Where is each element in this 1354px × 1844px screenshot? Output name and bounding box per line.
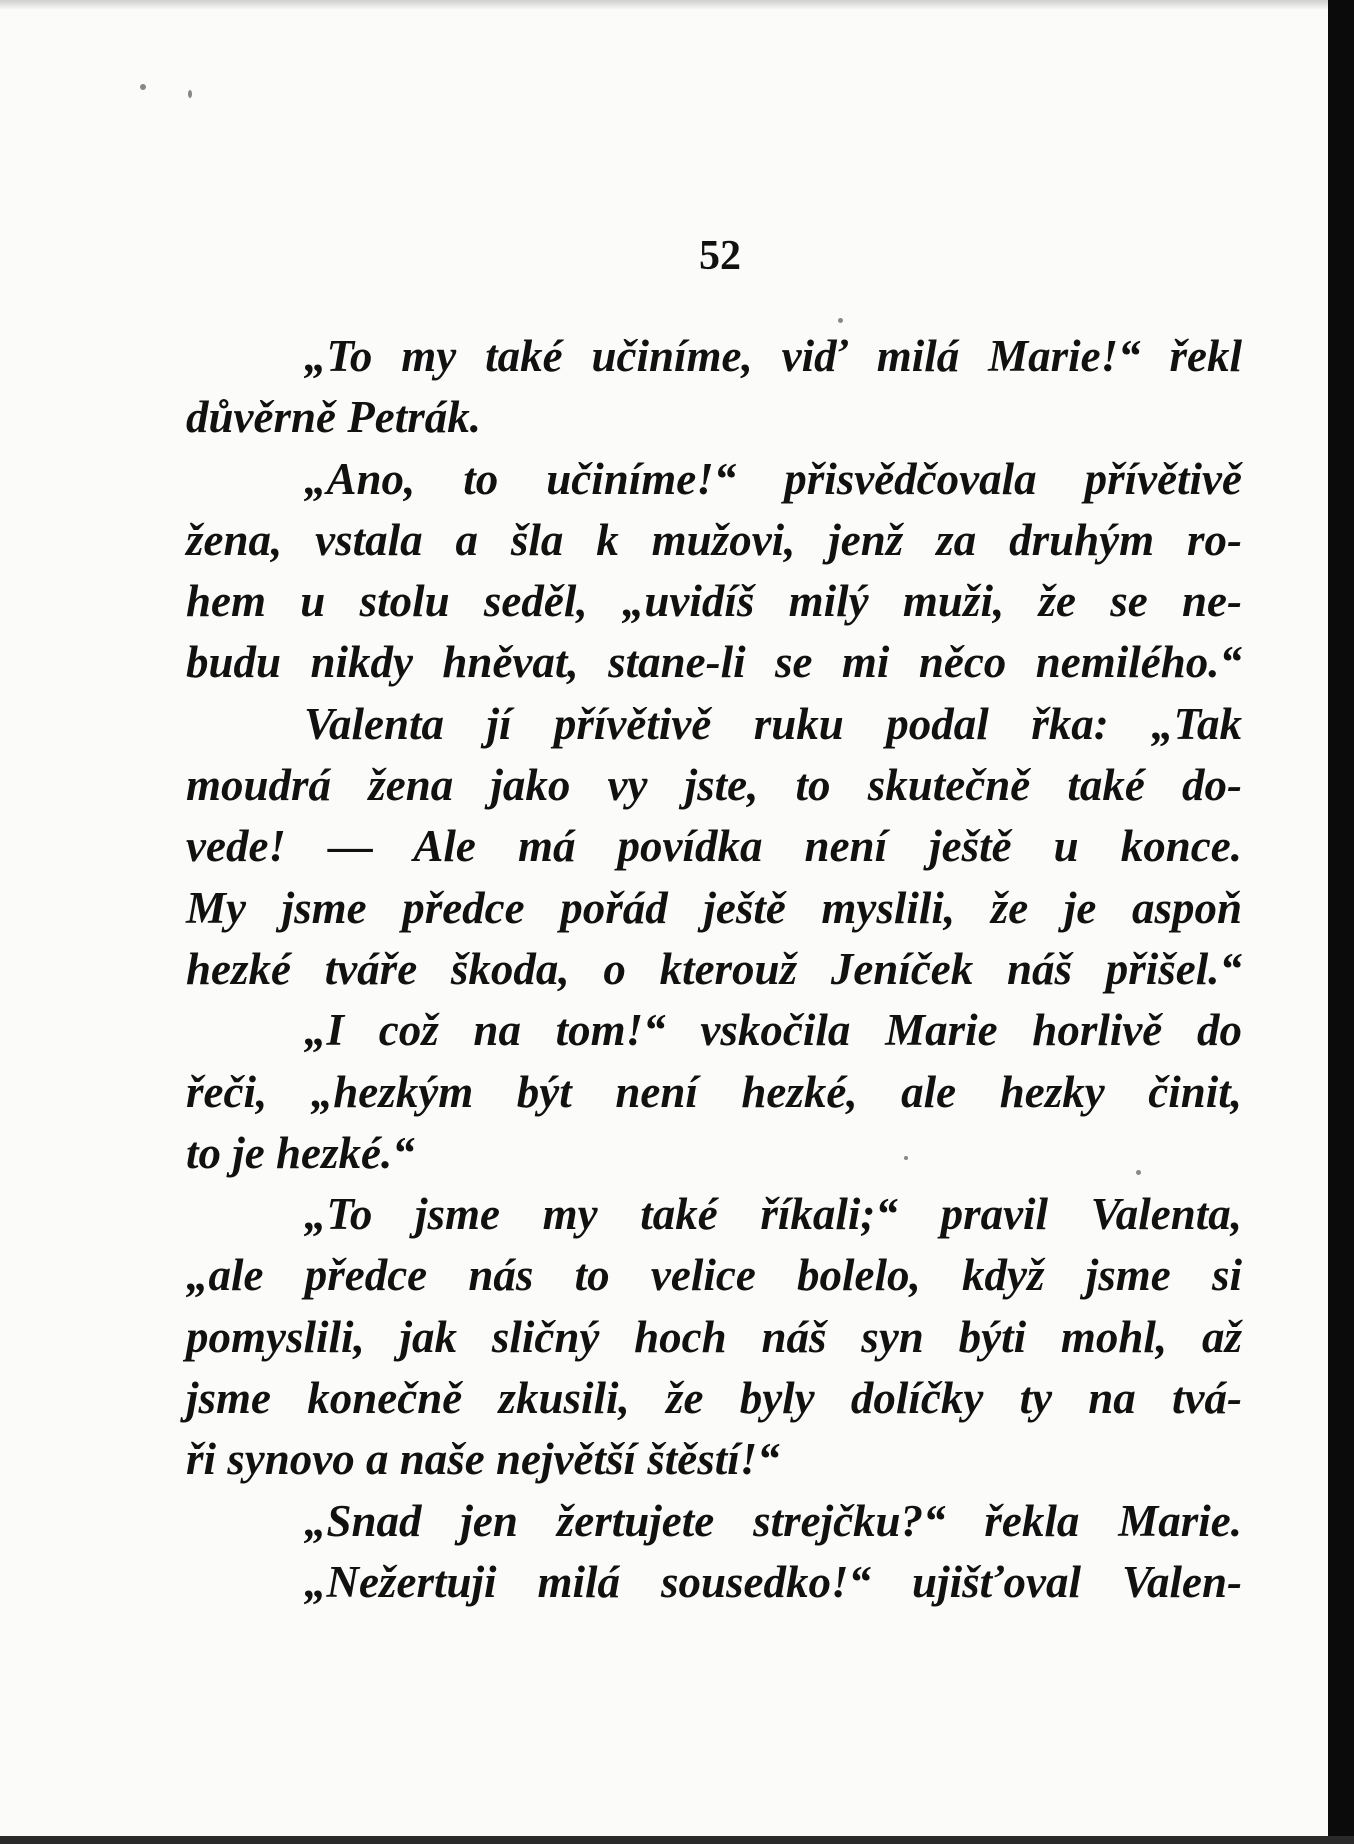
text-line: hem u stolu seděl, „uvidíš milý muži, že se ne-: [186, 576, 1242, 627]
page-number: 52: [699, 233, 741, 279]
text-line: pomyslili, jak sličný hoch náš syn býti mohl, až: [186, 1311, 1242, 1362]
text-line: důvěrně Petrák.: [186, 392, 481, 443]
text-line: žena, vstala a šla k mužovi, jenž za druhým ro-: [186, 514, 1242, 565]
text-line: „ale předce nás to velice bolelo, když jsme si: [186, 1250, 1242, 1301]
text-line: hezké tváře škoda, o kterouž Jeníček náš přišel.“: [186, 943, 1242, 994]
text-line: jsme konečně zkusili, že byly dolíčky ty na tvá-: [186, 1373, 1242, 1424]
text-line: vede! — Ale má povídka není ještě u konce.: [186, 821, 1242, 872]
page-top-edge: [0, 0, 1354, 10]
text-line: „Snad jen žertujete strejčku?“ řekla Marie.: [304, 1495, 1242, 1546]
print-speck: [188, 90, 192, 98]
print-speck: [838, 318, 843, 323]
text-line: to je hezké.“: [186, 1127, 415, 1178]
text-line: budu nikdy hněvat, stane-li se mi něco nemilého.“: [186, 637, 1242, 688]
text-line: My jsme předce pořád ještě myslili, že je aspoň: [186, 882, 1242, 933]
text-line: moudrá žena jako vy jste, to skutečně také do-: [186, 760, 1242, 811]
text-line: „Nežertuji milá sousedko!“ ujišťoval Valen-: [304, 1556, 1242, 1607]
print-speck: [140, 84, 146, 90]
text-line: „I což na tom!“ vskočila Marie horlivě do: [304, 1005, 1242, 1056]
text-line: „To my také učiníme, viď milá Marie!“ řekl: [304, 331, 1242, 381]
text-line: řeči, „hezkým být není hezké, ale hezky činit,: [186, 1066, 1242, 1117]
text-line: ři synovo a naše největší štěstí!“: [186, 1434, 780, 1485]
text-line: „Ano, to učiníme!“ přisvědčovala přívětivě: [304, 453, 1242, 504]
text-line: „To jsme my také říkali;“ pravil Valenta,: [304, 1189, 1242, 1240]
body-text: [186, 326, 1242, 1613]
page-bottom-edge: [0, 1836, 1354, 1844]
text-line: Valenta jí přívětivě ruku podal řka: „Tak: [304, 698, 1242, 749]
